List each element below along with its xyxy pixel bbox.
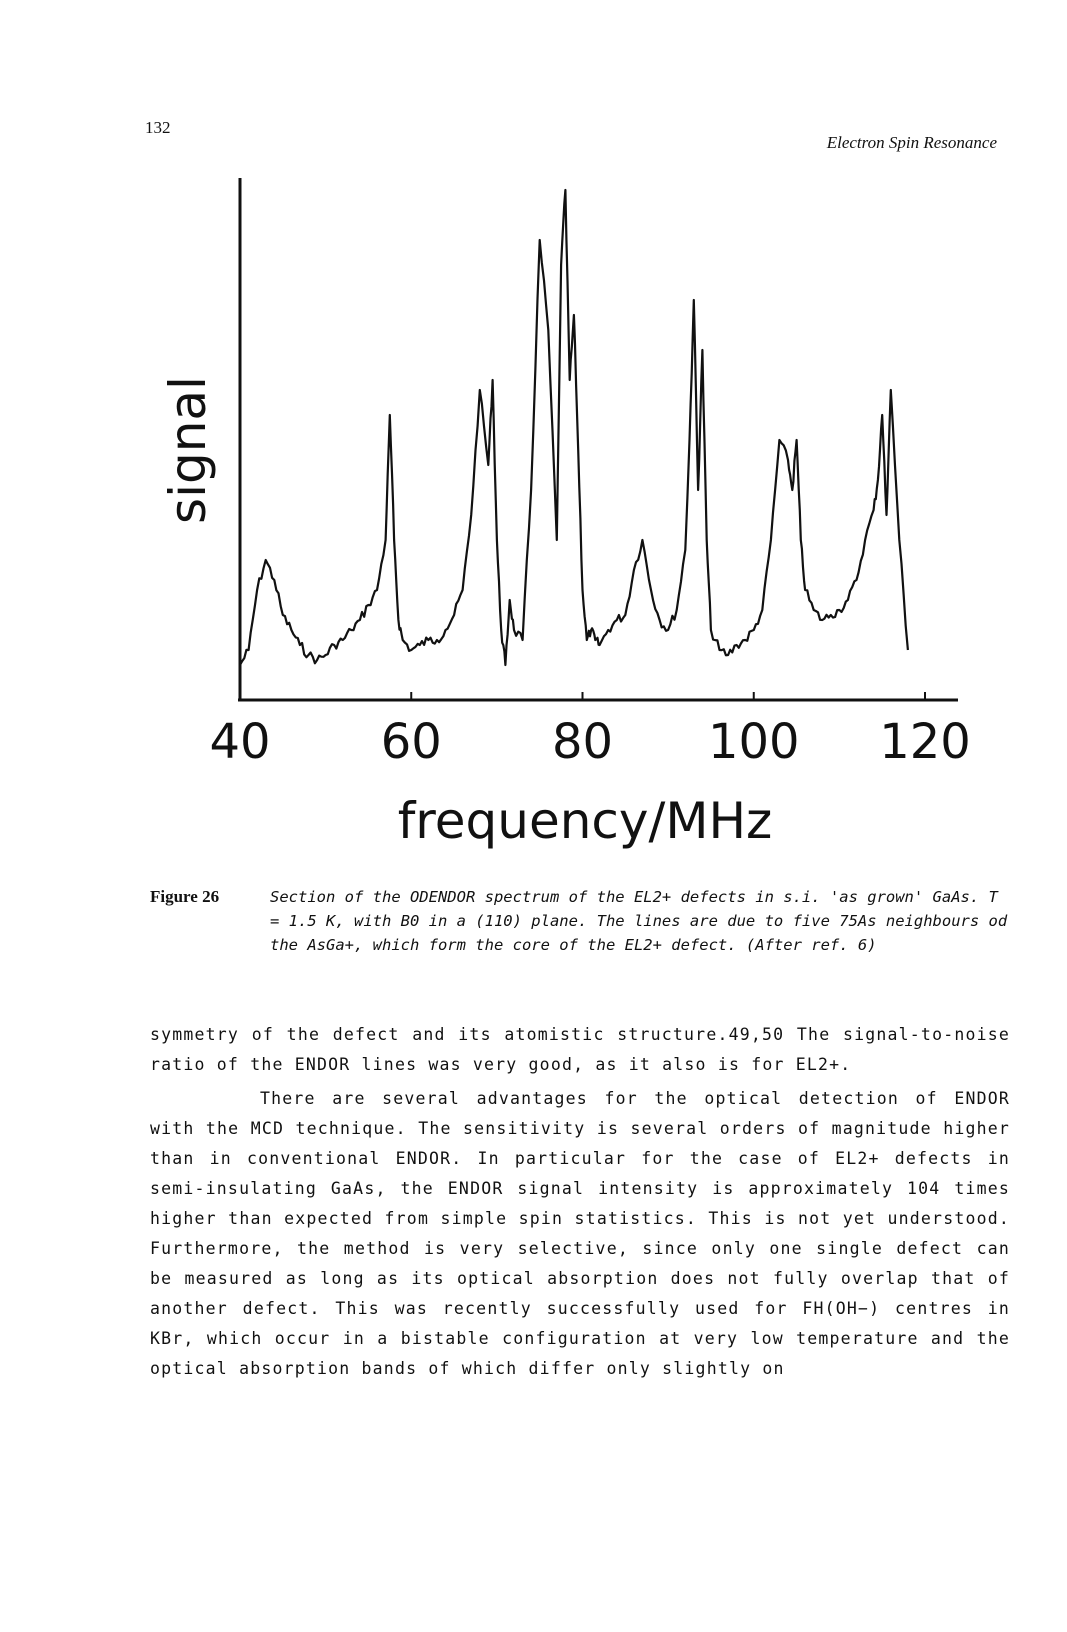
running-title: Electron Spin Resonance — [826, 133, 997, 152]
paragraph-2: There are several advantages for the optical detection of ENDOR with the MCD technique. The sensitivity is several orders of magnitude higher than in conventional ENDOR. In particular for the case of EL2+ defects in semi-insulating GaAs, the ENDOR signal intensity is approximately 104 times higher than expected from simple spin statistics. This is not yet understood. Furthermore, the method is very selective, since only one single defect can be measured as long as its optical absorption does not fully overlap that of another defect. This was recently successfully used for FH(OH−) centres in KBr, which occur in a bistable configuration at very low temperature and the optical absorption bands of which differ only slightly on — [150, 1089, 1010, 1378]
figure-caption — [150, 885, 1010, 957]
caption-label: Figure 26 — [150, 887, 220, 906]
x-axis-label: frequency/MHz — [397, 792, 773, 850]
x-tick-label: 60 — [380, 714, 442, 770]
x-tick-label: 120 — [879, 714, 971, 770]
x-tick-label: 40 — [209, 714, 271, 770]
page-number: 132 — [145, 118, 171, 137]
body-text — [150, 1020, 1010, 1384]
caption-text: Section of the ODENDOR spectrum of the EL2+ defects in s.i. 'as grown' GaAs. T = 1.5 K, with B0 in a (110) plane. The lines are due to five 75As neighbours od the AsGa+, which form the core of the EL2+ defect. (After ref. 6) — [270, 888, 1008, 954]
paragraph-1: symmetry of the defect and its atomistic structure.49,50 The signal-to-noise ratio of the ENDOR lines was very good, as it also is for EL2+. — [150, 1025, 1010, 1074]
y-axis-label: signal — [159, 376, 217, 524]
x-tick-label: 100 — [707, 714, 800, 770]
x-tick-labels — [209, 714, 970, 770]
x-tick-label: 80 — [551, 714, 614, 770]
spectrum-line — [240, 190, 908, 665]
